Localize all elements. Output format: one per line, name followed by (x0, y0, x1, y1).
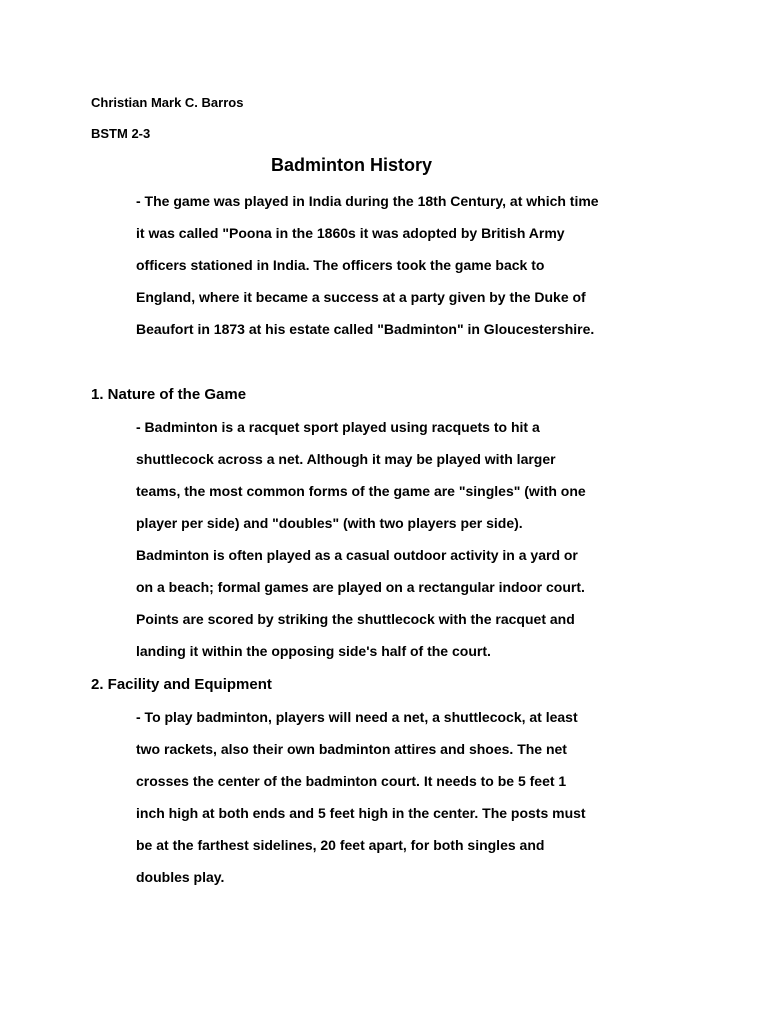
class-section: BSTM 2-3 (91, 126, 151, 141)
author-name: Christian Mark C. Barros (91, 95, 244, 110)
paragraph-line: Beaufort in 1873 at his estate called "Badminton" in Gloucestershire. (136, 321, 595, 337)
paragraph-line: shuttlecock across a net. Although it may be played with larger (136, 451, 556, 467)
paragraph-line: player per side) and "doubles" (with two players per side). (136, 515, 523, 531)
intro-paragraph (136, 194, 676, 354)
section-paragraph (136, 420, 676, 676)
paragraph-line: landing it within the opposing side's half of the court. (136, 643, 491, 659)
section-heading: 1. Nature of the Game (91, 386, 247, 403)
paragraph-line: two rackets, also their own badminton attires and shoes. The net (136, 741, 567, 757)
paragraph-line: inch high at both ends and 5 feet high in the center. The posts must (136, 805, 586, 821)
paragraph-line: officers stationed in India. The officers took the game back to (136, 257, 545, 273)
paragraph-line: crosses the center of the badminton court. It needs to be 5 feet 1 (136, 773, 567, 789)
section-heading: 2. Facility and Equipment (91, 676, 272, 693)
paragraph-line: England, where it became a success at a party given by the Duke of (136, 289, 586, 305)
paragraph-line: Badminton is often played as a casual outdoor activity in a yard or (136, 547, 578, 563)
paragraph-line: be at the farthest sidelines, 20 feet apart, for both singles and (136, 837, 545, 853)
document-title: Badminton History (271, 155, 433, 175)
paragraph-line: - Badminton is a racquet sport played using racquets to hit a (136, 419, 540, 435)
paragraph-line: it was called "Poona in the 1860s it was adopted by British Army (136, 225, 565, 241)
paragraph-line: doubles play. (136, 869, 225, 885)
paragraph-line: Points are scored by striking the shuttlecock with the racquet and (136, 611, 575, 627)
paragraph-line: - The game was played in India during the 18th Century, at which time (136, 193, 599, 209)
paragraph-line: - To play badminton, players will need a net, a shuttlecock, at least (136, 709, 578, 725)
paragraph-line: on a beach; formal games are played on a rectangular indoor court. (136, 579, 585, 595)
paragraph-line: teams, the most common forms of the game are "singles" (with one (136, 483, 586, 499)
section-paragraph (136, 710, 676, 902)
